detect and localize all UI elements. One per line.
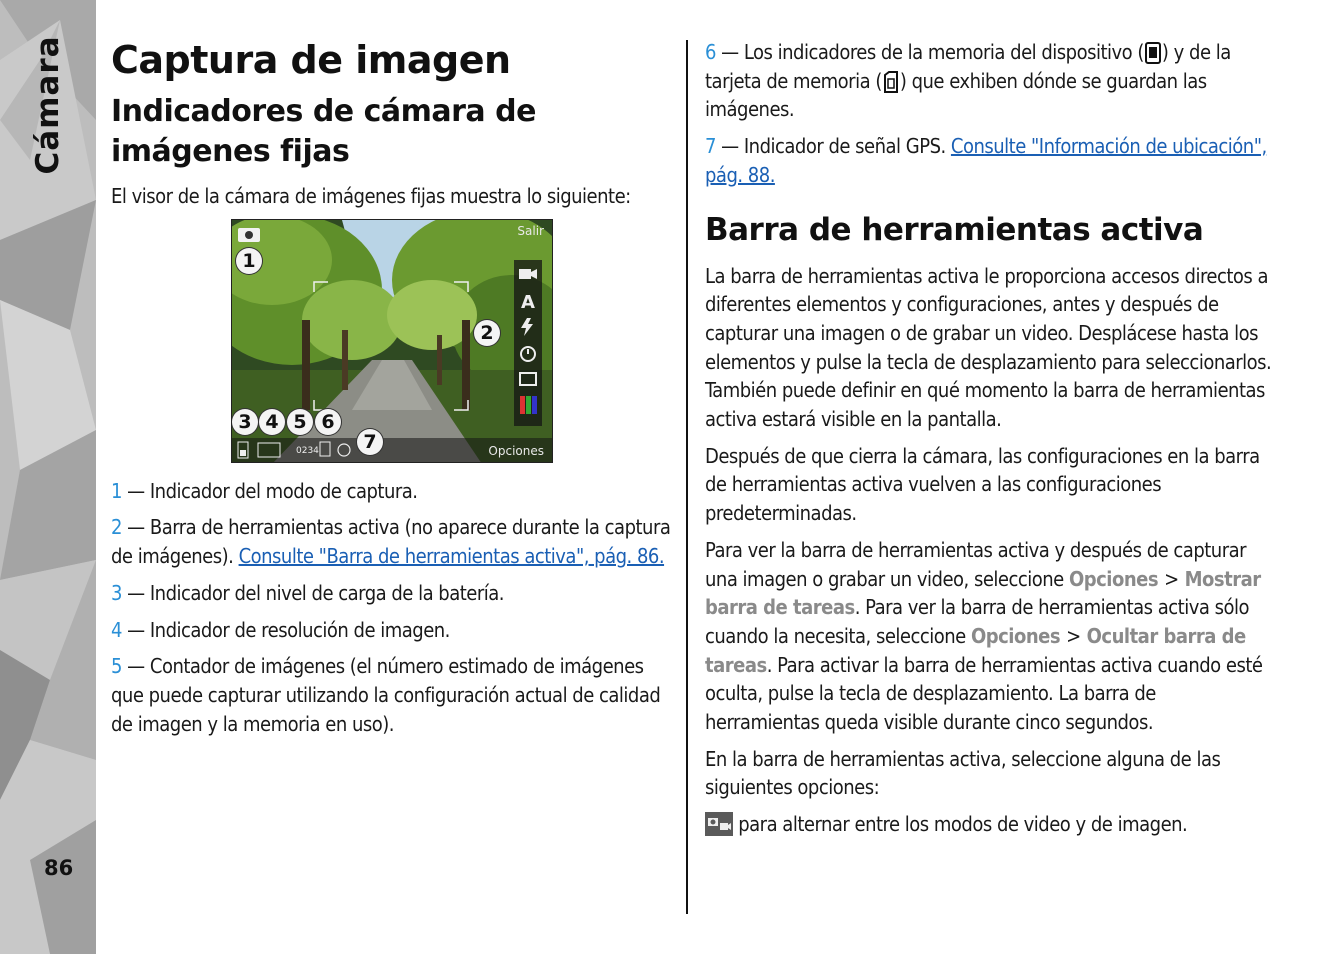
sequence-mode-icon [517, 368, 539, 390]
item-5: 5 — Contador de imágenes (el número estimado de imágenes que puede capturar utilizando la configuración actual de calidad de imagen y la memoria en uso). [111, 654, 661, 736]
scene-auto-icon [517, 290, 539, 312]
callout-badge-2: 2 [474, 320, 500, 346]
right-column [705, 38, 1275, 847]
paragraph-1: La barra de herramientas activa le proporciona accesos directos a diferentes elementos y configuraciones, antes y después de capturar una imagen o de grabar un video. Desplácese hasta los elementos y pulse la tecla de desplazamiento para seleccionarlos. También puede definir en qué momento la barra de herramientas activa estará visible en la pantalla. [705, 263, 1272, 432]
callout-badge-7: 7 [357, 429, 383, 455]
option-video-image: para alternar entre los modos de video y de imagen. [705, 810, 1275, 839]
menu-options: Opciones [1068, 566, 1159, 591]
menu-show-toolbar: Mostrar barra de tareas [705, 566, 1261, 620]
flash-icon [517, 316, 539, 338]
viewfinder-figure [231, 219, 553, 463]
paragraph-2: Después de que cierra la cámara, las configuraciones en la barra de herramientas activa vuelven a las configuraciones predeterminadas. [705, 443, 1260, 526]
memory-device-icon [1144, 42, 1162, 64]
item-6: 6 — Los indicadores de la memoria del dispositivo ( ) y de la tarjeta de memoria ( ) que exhiben dónde se guardan las imágenes. [705, 40, 1231, 122]
video-image-toggle-icon [705, 812, 733, 836]
column-divider [686, 40, 688, 914]
section-heading-active-toolbar: Barra de herramientas activa [705, 211, 1204, 248]
left-column [111, 36, 676, 746]
callout-badge-5: 5 [287, 409, 313, 435]
item-7: 7 — Indicador de señal GPS. Consulte "Información de ubicación", pág. 88. [705, 134, 1267, 187]
options-softkey: Opciones [488, 443, 544, 458]
image-counter: 0234 [296, 445, 319, 456]
section-subtitle: Indicadores de cámara de imágenes fijas [111, 94, 536, 169]
memory-card-icon [882, 71, 900, 93]
paragraph-4: En la barra de herramientas activa, seleccione alguna de las siguientes opciones: [705, 746, 1221, 800]
callout-badge-6: 6 [315, 409, 341, 435]
video-mode-icon [517, 264, 539, 286]
link-active-toolbar[interactable]: Consulte "Barra de herramientas activa", pág. 86. [238, 544, 665, 569]
sidebar-strip [0, 0, 96, 954]
intro-text: El visor de la cámara de imágenes fijas muestra lo siguiente: [111, 184, 631, 208]
callout-badge-3: 3 [232, 409, 258, 435]
paragraph-3: Para ver la barra de herramientas activa y después de capturar una imagen o grabar un video, seleccione Opciones > Mostrar barra de tareas. Para ver la barra de herramientas activa sólo cuando la necesita, seleccione Opciones > Ocultar barra de tareas. Para activar la barra de herramientas activa cuando esté oculta, pulse la tecla de desplazamiento. La barra de herramientas queda visible durante cinco segundos. [705, 537, 1263, 735]
menu-options-2: Opciones [970, 623, 1061, 648]
page-title: Captura de imagen [111, 38, 511, 82]
item-1: 1 — Indicador del modo de captura. [111, 478, 418, 503]
self-timer-icon [517, 342, 539, 364]
callout-badge-4: 4 [259, 409, 285, 435]
item-2: 2 — Barra de herramientas activa (no aparece durante la captura de imágenes). Consulte "Barra de herramientas activa", pág. 86. [111, 515, 671, 569]
exit-softkey: Salir [517, 223, 544, 238]
link-location-info[interactable]: Consulte "Información de ubicación", pág. 88. [705, 134, 1267, 187]
item-3: 3 — Indicador del nivel de carga de la batería. [111, 580, 505, 605]
page-number: 86 [44, 856, 74, 880]
section-label: Cámara [30, 35, 66, 175]
color-tone-icon [517, 394, 539, 416]
menu-hide-toolbar: Ocultar barra de tareas [705, 623, 1246, 677]
active-toolbar [514, 260, 542, 426]
item-4: 4 — Indicador de resolución de imagen. [111, 617, 450, 642]
callout-badge-1: 1 [236, 248, 262, 274]
svg-text:A: A [521, 291, 535, 312]
